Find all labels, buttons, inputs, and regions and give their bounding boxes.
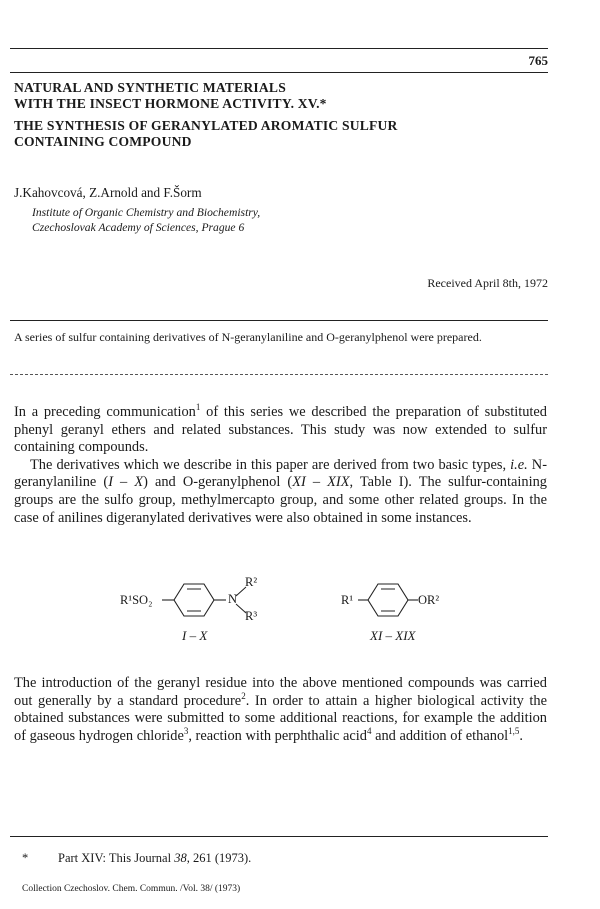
- structure-nitrogen: N: [228, 592, 238, 606]
- title-line: WITH THE INSECT HORMONE ACTIVITY. XV.*: [14, 95, 327, 111]
- paragraph-2: The derivatives which we describe in this paper are derived from two basic types, i.e. N-geranylaniline (I – X) and O-geranylphenol (XI – XIX, Table I). The sulfur-containing groups are the sulfo group, methylmercapto group, and some other related groups. In the case of anilines digeranylated derivatives were also obtained in some instances.: [14, 456, 547, 526]
- title-line: THE SYNTHESIS OF GERANYLATED AROMATIC SULFUR: [14, 118, 398, 133]
- body-text-bottom: [14, 675, 547, 745]
- article-title: [14, 80, 544, 149]
- footnote: * Part XIV: This Journal 38, 261 (1973).: [22, 851, 252, 865]
- abstract: A series of sulfur containing derivatives of N-geranylaniline and O-geranylphenol were prepared.: [14, 330, 482, 344]
- footnote-mark: *: [22, 851, 29, 865]
- title-line: NATURAL AND SYNTHETIC MATERIALS: [14, 80, 286, 95]
- header-rule: [10, 72, 548, 73]
- page-number: 765: [528, 53, 548, 68]
- structure-r1: R¹: [341, 593, 354, 607]
- footnote-rule: [10, 836, 548, 837]
- structure-r3: R³: [245, 609, 258, 623]
- abstract-bottom-rule: [10, 374, 548, 375]
- structure-label-right: XI – XIX: [370, 628, 416, 643]
- paragraph-3: The introduction of the geranyl residue into the above mentioned compounds was carried out generally by a standard procedure$^2$. In order to attain a higher biological activity the obtained substances were submitted to some additional reactions, for example the addition of gaseous hydrogen chloride$^3$, reaction with perphthalic acid$^4$ and addition of ethanol$^{1,5}$.: [14, 675, 547, 744]
- abstract-top-rule: [10, 320, 548, 321]
- affiliation-line: Institute of Organic Chemistry and Biochemistry,: [32, 206, 261, 219]
- received-date: Received April 8th, 1972: [427, 276, 548, 290]
- structure-r2: R²: [245, 575, 258, 589]
- structure-or2: OR²: [418, 593, 440, 607]
- title-line: CONTAINING COMPOUND: [14, 133, 192, 149]
- affiliation-line: Czechoslovak Academy of Sciences, Prague 6: [32, 221, 245, 234]
- affiliation: [32, 205, 260, 235]
- journal-citation: Collection Czechoslov. Chem. Commun. /Vol. 38/ (1973): [22, 884, 241, 894]
- structure-label-left: I – X: [182, 628, 208, 643]
- benzene-ring-right: [356, 575, 426, 625]
- top-rule: [10, 48, 548, 49]
- authors: J.Kahovcová, Z.Arnold and F.Šorm: [14, 185, 202, 200]
- paragraph-1: In a preceding communication$^1$ of this series we described the preparation of substituted phenyl geranyl ethers and related substances. This study was now extended to sulfur containing compounds.: [14, 402, 548, 456]
- benzene-ring-left: [160, 575, 280, 635]
- structure-group-label: R¹SO₂: [120, 593, 153, 607]
- body-text-top: [14, 404, 547, 527]
